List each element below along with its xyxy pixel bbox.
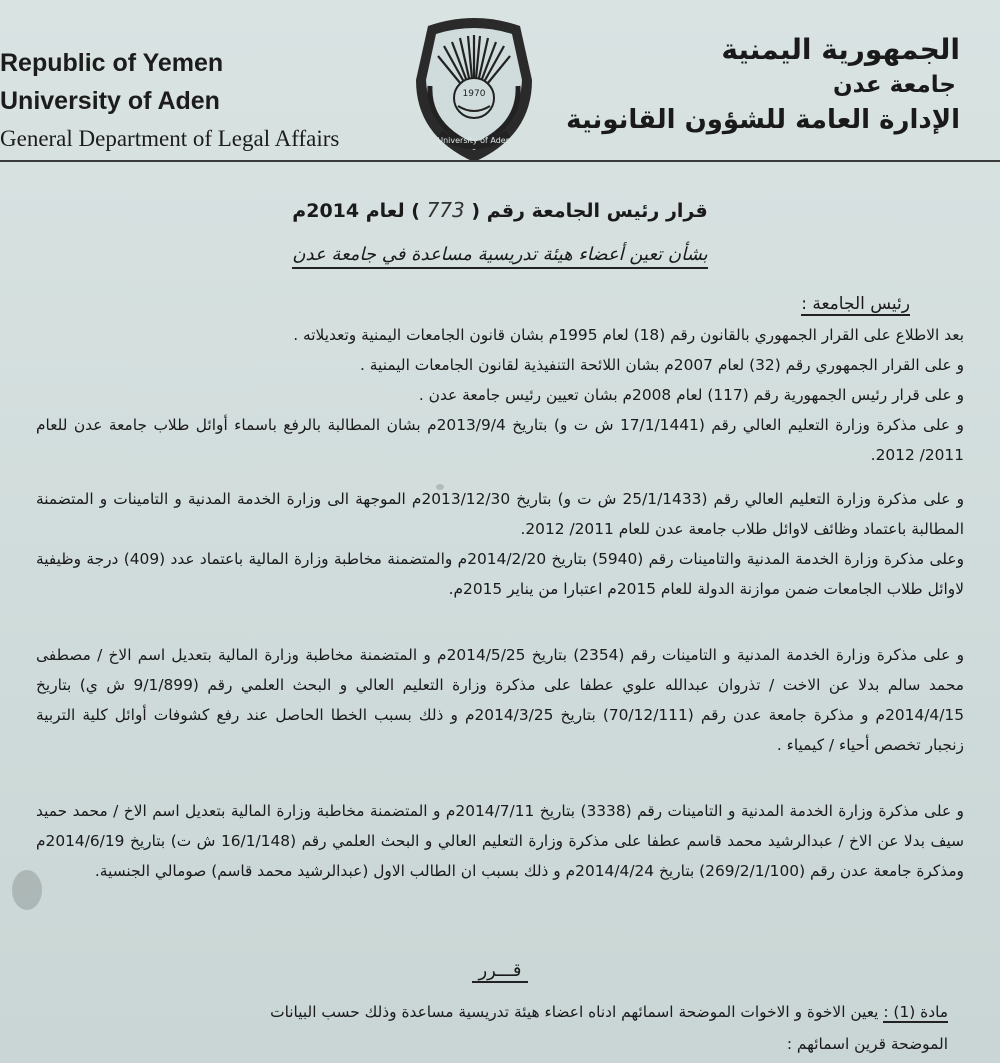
decision-number: 773 xyxy=(426,198,465,222)
preamble-paragraph: و على القرار الجمهوري رقم (32) لعام 2007م بشان اللائحة التنفيذية لقانون الجامعات اليمنية . xyxy=(360,356,964,374)
article-1 xyxy=(36,996,948,1060)
preamble-paragraph: و على قرار رئيس الجمهورية رقم (117) لعام 2008م بشان تعيين رئيس جامعة عدن . xyxy=(418,386,964,404)
subject-text: بشأن تعين أعضاء هيئة تدريسية مساعدة في جامعة عدن xyxy=(292,244,707,269)
preamble-block xyxy=(36,484,964,604)
article-1-line2: الموضحة قرين اسمائهم : xyxy=(786,1035,948,1053)
emblem-ribbon-text: University of Aden xyxy=(437,136,511,145)
ar-country-line: الجمهورية اليمنية xyxy=(721,33,960,66)
preamble-paragraph: وعلى مذكرة وزارة الخدمة المدنية والتامينات رقم (5940) بتاريخ 2014/2/20م والمتضمنة مخاطبة وزارة المالية باعتماد عدد (409) درجة وظيفية لاوائل طلاب الجامعات ضمن موازنة الدولة للعام 2015م اعتبارا من يناير 2015م. xyxy=(36,550,964,598)
president-heading xyxy=(801,294,910,314)
header-divider xyxy=(0,160,1000,162)
preamble-block xyxy=(36,640,964,760)
preamble-paragraph: بعد الاطلاع على القرار الجمهوري بالقانون رقم (18) لعام 1995م بشان قانون الجامعات اليمنية وتعديلاته . xyxy=(293,326,964,344)
en-country-line: Republic of Yemen xyxy=(0,49,224,77)
article-1-label: مادة (1) : xyxy=(883,1003,948,1021)
preamble-block xyxy=(36,320,964,470)
scan-smudge xyxy=(436,484,444,490)
preamble-paragraph: و على مذكرة وزارة التعليم العالي رقم (25/1/1433 ش ت و) بتاريخ 2013/12/30م الموجهة الى وزارة الخدمة المدنية و التامينات و المتضمنة المطالبة باعتماد وظائف لاوائل طلاب جامعة عدن للعام 2011/ 2012. xyxy=(36,490,964,538)
ar-university-line: جامعة عدن xyxy=(832,72,956,98)
en-university-line: University of Aden xyxy=(0,87,220,115)
title-prefix: قرار رئيس الجامعة رقم ( xyxy=(471,200,708,222)
emblem-year: 1970 xyxy=(462,89,486,99)
preamble-paragraph: و على مذكرة وزارة الخدمة المدنية و التامينات رقم (3338) بتاريخ 2014/7/11م و المتضمنة مخاطبة وزارة المالية بتعديل اسم الاخ / محمد حميد سيف بدلا عن الاخ / عبدالرشيد محمد قاسم عطفا على مذكرة وزارة التعليم العالي و البحث العلمي رقم (16/1/148 ش ت) بتاريخ 2014/6/19م ومذكرة جامعة عدن رقم (269/2/1/100) بتاريخ 2014/4/24م و ذلك بسبب ان الطالب الاول (عبدالرشيد محمد قاسم) صومالي الجنسية. xyxy=(36,802,965,880)
decision-subject xyxy=(0,244,1000,265)
preamble-paragraph: و على مذكرة وزارة التعليم العالي رقم (17/1/1441 ش ت و) بتاريخ 2013/9/4م بشان المطالبة بالرفع باسماء أوائل طلاب جامعة عدن للعام 2011/ 2012. xyxy=(36,416,964,464)
decides-heading xyxy=(0,960,1000,981)
decides-label: قـــرر xyxy=(472,960,527,983)
president-label: رئيس الجامعة : xyxy=(801,294,910,314)
arabic-letterhead xyxy=(566,30,960,140)
decision-title xyxy=(0,198,1000,222)
article-1-line1: يعين الاخوة و الاخوات الموضحة اسمائهم ادناه اعضاء هيئة تدريسية مساعدة وذلك حسب البيانات xyxy=(270,1003,879,1021)
ar-department-line: الإدارة العامة للشؤون القانونية xyxy=(566,105,960,135)
university-emblem-logo xyxy=(408,16,540,166)
english-letterhead xyxy=(0,44,339,158)
title-suffix: ) لعام 2014م xyxy=(292,200,420,222)
en-department-line: General Department of Legal Affairs xyxy=(0,126,340,151)
preamble-paragraph: و على مذكرة وزارة الخدمة المدنية و التامينات رقم (2354) بتاريخ 2014/5/25م و المتضمنة مخاطبة وزارة المالية بتعديل اسم الاخ / مصطفى محمد سالم بدلا عن الاخت / تذروان عبدالله علوي عطفا على مذكرة وزارة التعليم العالي و البحث العلمي رقم (9/1/899 ش ي) بتاريخ 2014/4/15م و مذكرة جامعة عدن رقم (70/12/111) بتاريخ 2014/3/25م و ذلك بسبب الخطا الحاصل عند رفع كشوفات أوائل كلية التربية زنجبار تخصص أحياء / كيمياء . xyxy=(36,646,964,754)
scan-smudge xyxy=(12,870,42,910)
preamble-block xyxy=(36,796,964,886)
